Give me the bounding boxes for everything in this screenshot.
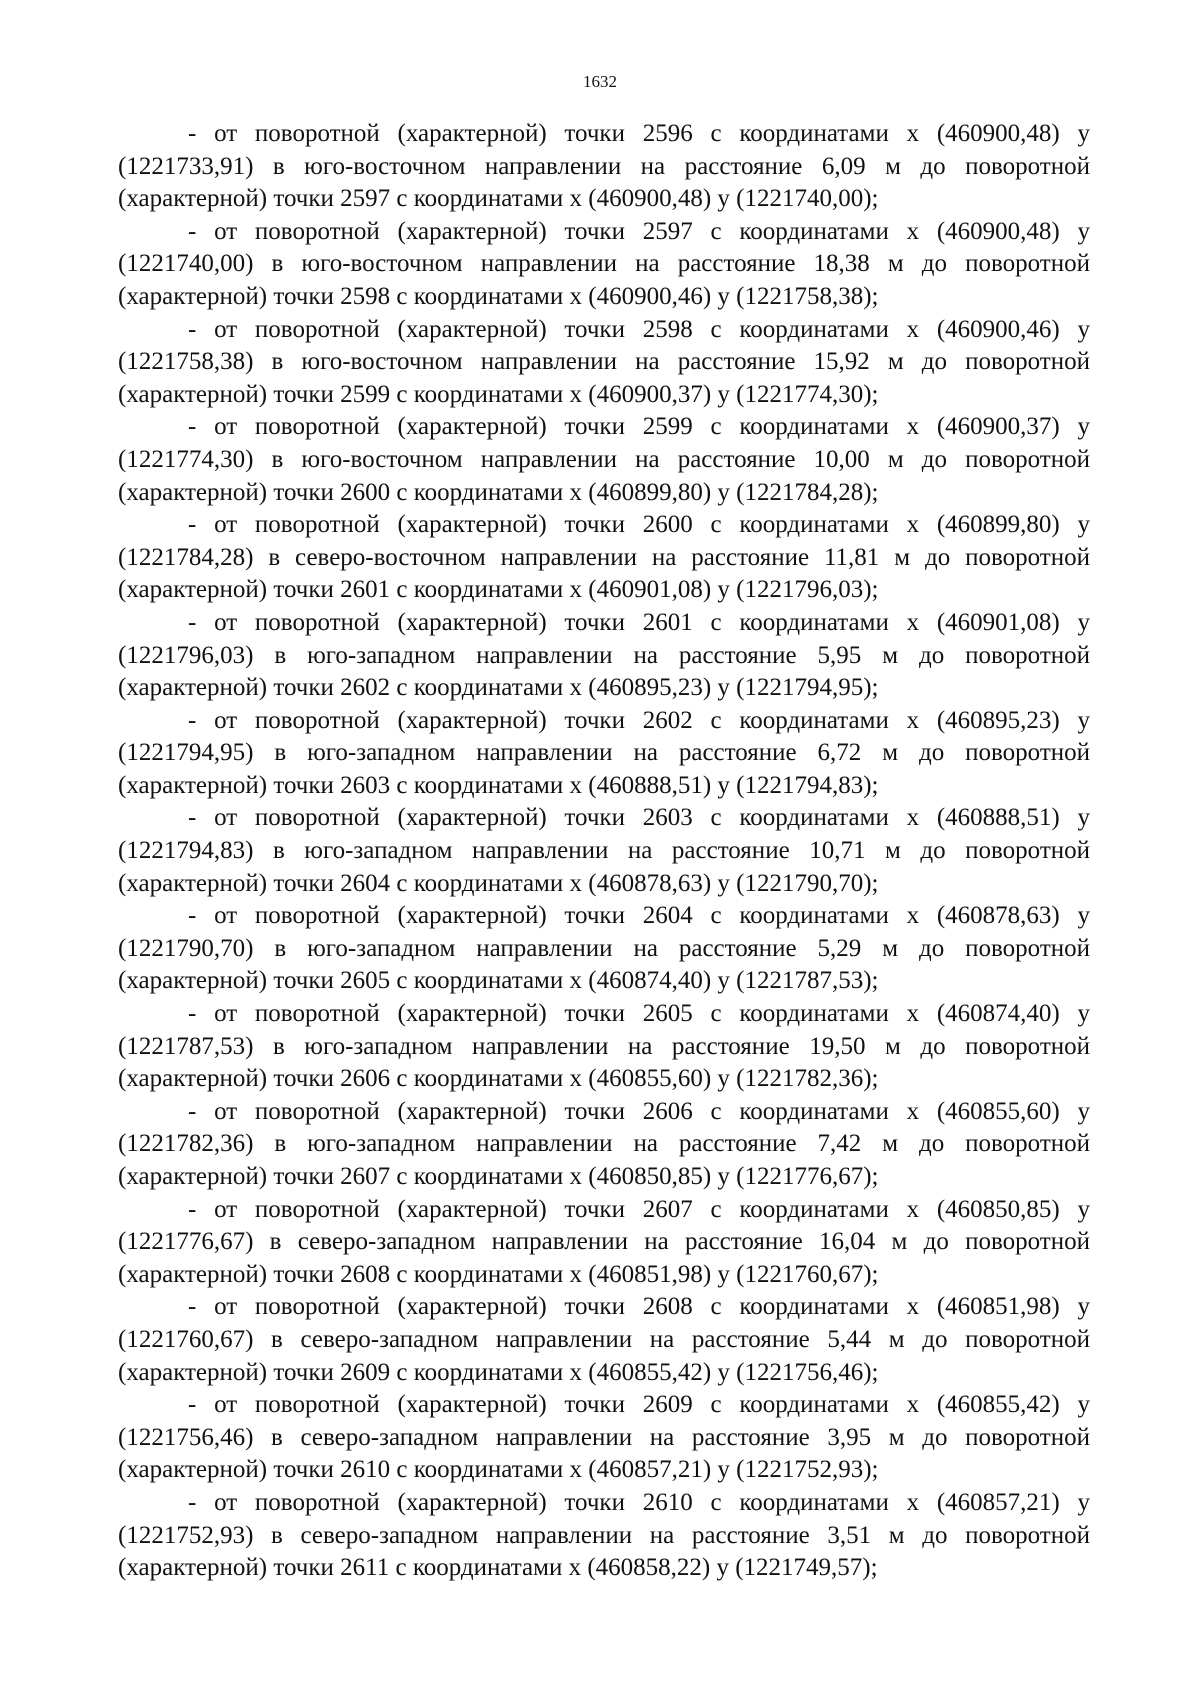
boundary-description: [118, 118, 1090, 1585]
boundary-segment-paragraph: - от поворотной (характерной) точки 2598 с координатами х (460900,46) у (1221758,38) в юго-восточном направлении на расстояние 15,92 м до поворотной (характерной) точки 2599 с координатами х (460900,37) у (1221774,30);: [118, 315, 1090, 408]
boundary-segment-paragraph: - от поворотной (характерной) точки 2596 с координатами х (460900,48) у (1221733,91) в юго-восточном направлении на расстояние 6,09 м до поворотной (характерной) точки 2597 с координатами х (460900,48) у (1221740,00);: [118, 120, 1090, 213]
page-number: 1632: [583, 72, 617, 91]
boundary-segment-paragraph: - от поворотной (характерной) точки 2605 с координатами х (460874,40) у (1221787,53) в юго-западном направлении на расстояние 19,50 м до поворотной (характерной) точки 2606 с координатами х (460855,60) у (1221782,36);: [118, 1000, 1090, 1093]
boundary-segment-paragraph: - от поворотной (характерной) точки 2599 с координатами х (460900,37) у (1221774,30) в юго-восточном направлении на расстояние 10,00 м до поворотной (характерной) точки 2600 с координатами х (460899,80) у (1221784,28);: [118, 413, 1090, 506]
boundary-segment-paragraph: - от поворотной (характерной) точки 2607 с координатами х (460850,85) у (1221776,67) в северо-западном направлении на расстояние 16,04 м до поворотной (характерной) точки 2608 с координатами х (460851,98) у (1221760,67);: [118, 1195, 1090, 1288]
boundary-segment-paragraph: - от поворотной (характерной) точки 2603 с координатами х (460888,51) у (1221794,83) в юго-западном направлении на расстояние 10,71 м до поворотной (характерной) точки 2604 с координатами х (460878,63) у (1221790,70);: [118, 804, 1090, 897]
boundary-segment-paragraph: - от поворотной (характерной) точки 2609 с координатами х (460855,42) у (1221756,46) в северо-западном направлении на расстояние 3,95 м до поворотной (характерной) точки 2610 с координатами х (460857,21) у (1221752,93);: [118, 1391, 1090, 1484]
boundary-segment-paragraph: - от поворотной (характерной) точки 2610 с координатами х (460857,21) у (1221752,93) в северо-западном направлении на расстояние 3,51 м до поворотной (характерной) точки 2611 с координатами х (460858,22) у (1221749,57);: [118, 1488, 1090, 1582]
boundary-segment-paragraph: - от поворотной (характерной) точки 2606 с координатами х (460855,60) у (1221782,36) в юго-западном направлении на расстояние 7,42 м до поворотной (характерной) точки 2607 с координатами х (460850,85) у (1221776,67);: [118, 1097, 1090, 1190]
boundary-segment-paragraph: - от поворотной (характерной) точки 2602 с координатами х (460895,23) у (1221794,95) в юго-западном направлении на расстояние 6,72 м до поворотной (характерной) точки 2603 с координатами х (460888,51) у (1221794,83);: [118, 706, 1090, 799]
boundary-segment-paragraph: - от поворотной (характерной) точки 2597 с координатами х (460900,48) у (1221740,00) в юго-восточном направлении на расстояние 18,38 м до поворотной (характерной) точки 2598 с координатами х (460900,46) у (1221758,38);: [118, 217, 1090, 310]
boundary-segment-paragraph: - от поворотной (характерной) точки 2608 с координатами х (460851,98) у (1221760,67) в северо-западном направлении на расстояние 5,44 м до поворотной (характерной) точки 2609 с координатами х (460855,42) у (1221756,46);: [118, 1293, 1090, 1386]
boundary-segment-paragraph: - от поворотной (характерной) точки 2604 с координатами х (460878,63) у (1221790,70) в юго-западном направлении на расстояние 5,29 м до поворотной (характерной) точки 2605 с координатами х (460874,40) у (1221787,53);: [118, 902, 1090, 995]
boundary-segment-paragraph: - от поворотной (характерной) точки 2600 с координатами х (460899,80) у (1221784,28) в северо-восточном направлении на расстояние 11,81 м до поворотной (характерной) точки 2601 с координатами х (460901,08) у (1221796,03);: [118, 511, 1090, 604]
boundary-segment-paragraph: - от поворотной (характерной) точки 2601 с координатами х (460901,08) у (1221796,03) в юго-западном направлении на расстояние 5,95 м до поворотной (характерной) точки 2602 с координатами х (460895,23) у (1221794,95);: [118, 608, 1090, 702]
